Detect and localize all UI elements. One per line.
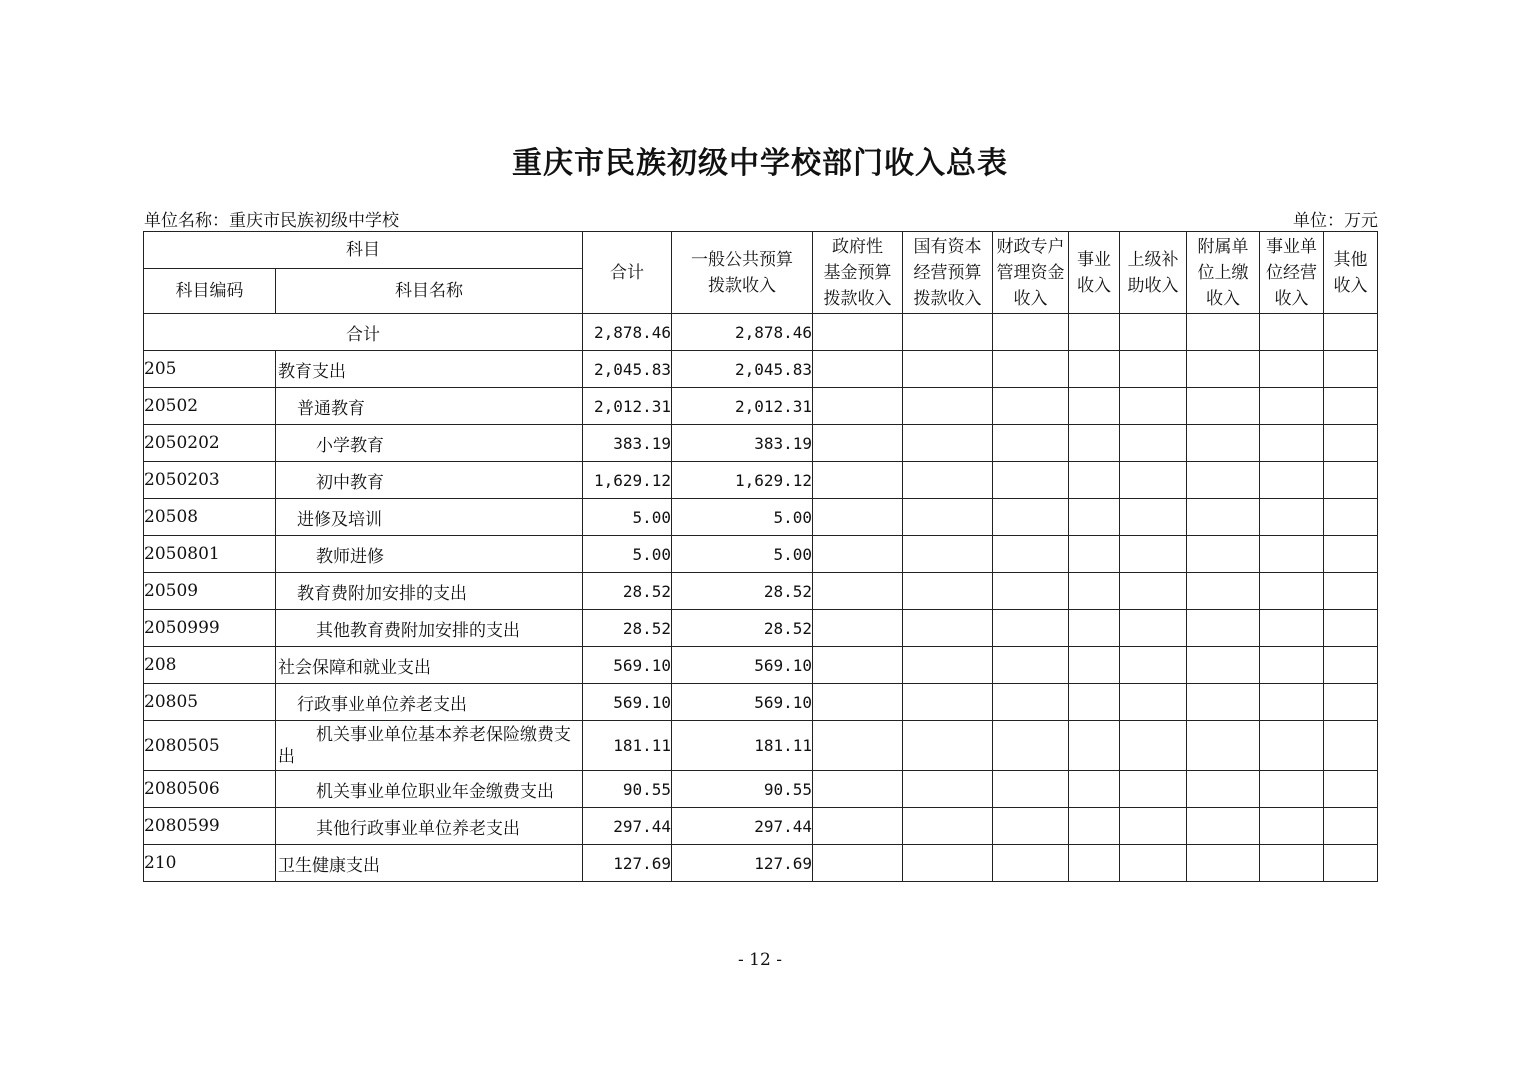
total-cell: 383.19 [583, 425, 672, 462]
header-other-income: 其他 收入 [1324, 232, 1378, 314]
empty-cell [1324, 499, 1378, 536]
header-subject-code: 科目编码 [144, 269, 276, 314]
empty-cell [1324, 771, 1378, 808]
table-row [144, 536, 1378, 573]
general-budget-cell: 127.69 [672, 845, 813, 882]
header-subject-name: 科目名称 [276, 269, 583, 314]
total-cell: 127.69 [583, 845, 672, 882]
empty-cell [993, 462, 1069, 499]
empty-cell [903, 536, 993, 573]
empty-cell [1069, 462, 1120, 499]
table-row [144, 610, 1378, 647]
empty-cell [813, 845, 903, 882]
empty-cell [1120, 499, 1187, 536]
empty-cell [1120, 610, 1187, 647]
subject-code-cell: 2080599 [144, 808, 276, 845]
table-row [144, 425, 1378, 462]
empty-cell [1324, 845, 1378, 882]
subject-code-cell: 2050202 [144, 425, 276, 462]
empty-cell [813, 573, 903, 610]
table-row [144, 647, 1378, 684]
subject-name-cell: 社会保障和就业支出 [276, 647, 583, 684]
empty-cell [1324, 536, 1378, 573]
empty-cell [1069, 771, 1120, 808]
empty-cell [903, 721, 993, 771]
subject-code-cell: 2080505 [144, 721, 276, 771]
subject-code-cell: 208 [144, 647, 276, 684]
empty-cell [1120, 647, 1187, 684]
empty-cell [813, 314, 903, 351]
empty-cell [993, 610, 1069, 647]
empty-cell [1069, 647, 1120, 684]
general-budget-cell: 181.11 [672, 721, 813, 771]
table-row [144, 388, 1378, 425]
empty-cell [1187, 314, 1260, 351]
empty-cell [1260, 388, 1324, 425]
page-number: - 12 - [738, 950, 782, 970]
header-superior-subsidy: 上级补 助收入 [1120, 232, 1187, 314]
total-cell: 90.55 [583, 771, 672, 808]
empty-cell [1120, 845, 1187, 882]
empty-cell [1187, 721, 1260, 771]
empty-cell [1260, 808, 1324, 845]
empty-cell [1260, 314, 1324, 351]
general-budget-cell: 28.52 [672, 610, 813, 647]
subject-name-cell: 行政事业单位养老支出 [276, 684, 583, 721]
general-budget-cell: 297.44 [672, 808, 813, 845]
empty-cell [1187, 425, 1260, 462]
empty-cell [1187, 771, 1260, 808]
empty-cell [1120, 771, 1187, 808]
empty-cell [903, 808, 993, 845]
unit-label: 单位：万元 [1293, 211, 1378, 231]
empty-cell [903, 425, 993, 462]
subject-name-cell: 普通教育 [276, 388, 583, 425]
header-gov-fund: 政府性 基金预算 拨款收入 [813, 232, 903, 314]
header-business-income: 事业 收入 [1069, 232, 1120, 314]
subject-name-cell: 教育费附加安排的支出 [276, 573, 583, 610]
subject-code-cell: 2050801 [144, 536, 276, 573]
general-budget-cell: 90.55 [672, 771, 813, 808]
total-row-total: 2,878.46 [583, 314, 672, 351]
total-cell: 5.00 [583, 499, 672, 536]
empty-cell [1260, 573, 1324, 610]
empty-cell [1069, 351, 1120, 388]
general-budget-cell: 569.10 [672, 647, 813, 684]
general-budget-cell: 28.52 [672, 573, 813, 610]
empty-cell [1187, 684, 1260, 721]
empty-cell [1069, 314, 1120, 351]
empty-cell [993, 771, 1069, 808]
empty-cell [1069, 499, 1120, 536]
table-row [144, 845, 1378, 882]
header-subject: 科目 [144, 232, 583, 269]
empty-cell [1120, 425, 1187, 462]
empty-cell [993, 808, 1069, 845]
subject-name-cell: 机关事业单位职业年金缴费支出 [276, 771, 583, 808]
empty-cell [993, 684, 1069, 721]
empty-cell [1324, 721, 1378, 771]
table-row [144, 573, 1378, 610]
header-affiliated-income: 附属单 位上缴 收入 [1187, 232, 1260, 314]
empty-cell [1260, 845, 1324, 882]
empty-cell [1120, 536, 1187, 573]
empty-cell [1069, 684, 1120, 721]
general-budget-cell: 383.19 [672, 425, 813, 462]
header-total: 合计 [583, 232, 672, 314]
empty-cell [1187, 388, 1260, 425]
empty-cell [1324, 314, 1378, 351]
empty-cell [993, 573, 1069, 610]
subject-code-cell: 20502 [144, 388, 276, 425]
total-cell: 1,629.12 [583, 462, 672, 499]
empty-cell [1069, 721, 1120, 771]
general-budget-cell: 5.00 [672, 536, 813, 573]
empty-cell [1120, 684, 1187, 721]
subject-code-cell: 20805 [144, 684, 276, 721]
empty-cell [1324, 647, 1378, 684]
empty-cell [1260, 647, 1324, 684]
empty-cell [1324, 573, 1378, 610]
table-row [144, 462, 1378, 499]
subject-name-cell: 卫生健康支出 [276, 845, 583, 882]
empty-cell [1187, 647, 1260, 684]
header-state-capital: 国有资本 经营预算 拨款收入 [903, 232, 993, 314]
total-cell: 569.10 [583, 684, 672, 721]
total-cell: 297.44 [583, 808, 672, 845]
subject-code-cell: 2050999 [144, 610, 276, 647]
empty-cell [1120, 808, 1187, 845]
general-budget-cell: 5.00 [672, 499, 813, 536]
general-budget-cell: 1,629.12 [672, 462, 813, 499]
table-row [144, 351, 1378, 388]
empty-cell [903, 610, 993, 647]
empty-cell [813, 536, 903, 573]
total-cell: 2,012.31 [583, 388, 672, 425]
header-general-budget: 一般公共预算 拨款收入 [672, 232, 813, 314]
empty-cell [813, 462, 903, 499]
empty-cell [993, 536, 1069, 573]
empty-cell [813, 808, 903, 845]
empty-cell [1187, 499, 1260, 536]
empty-cell [1069, 536, 1120, 573]
empty-cell [1069, 610, 1120, 647]
empty-cell [903, 771, 993, 808]
total-cell: 569.10 [583, 647, 672, 684]
empty-cell [1324, 684, 1378, 721]
subject-code-cell: 205 [144, 351, 276, 388]
empty-cell [1260, 351, 1324, 388]
empty-cell [1120, 351, 1187, 388]
empty-cell [1187, 351, 1260, 388]
empty-cell [813, 425, 903, 462]
total-cell: 2,045.83 [583, 351, 672, 388]
total-cell: 28.52 [583, 573, 672, 610]
empty-cell [1187, 808, 1260, 845]
empty-cell [1260, 536, 1324, 573]
empty-cell [1324, 388, 1378, 425]
empty-cell [1120, 388, 1187, 425]
total-cell: 28.52 [583, 610, 672, 647]
empty-cell [1069, 425, 1120, 462]
empty-cell [1069, 573, 1120, 610]
empty-cell [993, 388, 1069, 425]
empty-cell [903, 684, 993, 721]
empty-cell [993, 721, 1069, 771]
empty-cell [903, 499, 993, 536]
empty-cell [993, 499, 1069, 536]
total-row-label: 合计 [144, 314, 583, 351]
table-row [144, 771, 1378, 808]
empty-cell [903, 845, 993, 882]
income-summary-table [143, 231, 1378, 882]
table-row [144, 684, 1378, 721]
empty-cell [993, 845, 1069, 882]
subject-code-cell: 20509 [144, 573, 276, 610]
general-budget-cell: 2,012.31 [672, 388, 813, 425]
empty-cell [1324, 610, 1378, 647]
empty-cell [813, 388, 903, 425]
general-budget-cell: 2,045.83 [672, 351, 813, 388]
table-row [144, 721, 1378, 771]
empty-cell [993, 425, 1069, 462]
empty-cell [1187, 536, 1260, 573]
empty-cell [993, 351, 1069, 388]
empty-cell [993, 647, 1069, 684]
empty-cell [1120, 314, 1187, 351]
subject-name-cell: 小学教育 [276, 425, 583, 462]
empty-cell [813, 610, 903, 647]
empty-cell [813, 499, 903, 536]
empty-cell [1187, 845, 1260, 882]
empty-cell [1069, 808, 1120, 845]
meta-row [144, 206, 1378, 230]
empty-cell [1187, 573, 1260, 610]
empty-cell [813, 684, 903, 721]
empty-cell [903, 314, 993, 351]
subject-code-cell: 2080506 [144, 771, 276, 808]
empty-cell [903, 388, 993, 425]
table-row [144, 499, 1378, 536]
subject-name-cell: 进修及培训 [276, 499, 583, 536]
empty-cell [1260, 462, 1324, 499]
subject-name-cell: 教育支出 [276, 351, 583, 388]
empty-cell [1069, 845, 1120, 882]
empty-cell [1260, 610, 1324, 647]
empty-cell [1260, 721, 1324, 771]
empty-cell [1260, 771, 1324, 808]
empty-cell [1324, 808, 1378, 845]
empty-cell [903, 647, 993, 684]
empty-cell [1260, 684, 1324, 721]
subject-name-cell: 其他行政事业单位养老支出 [276, 808, 583, 845]
document-title: 重庆市民族初级中学校部门收入总表 [512, 146, 1008, 181]
subject-name-cell: 初中教育 [276, 462, 583, 499]
empty-cell [1187, 462, 1260, 499]
empty-cell [993, 314, 1069, 351]
empty-cell [813, 351, 903, 388]
empty-cell [1187, 610, 1260, 647]
empty-cell [813, 721, 903, 771]
empty-cell [1120, 462, 1187, 499]
subject-code-cell: 20508 [144, 499, 276, 536]
empty-cell [813, 771, 903, 808]
total-cell: 5.00 [583, 536, 672, 573]
total-row-general-budget: 2,878.46 [672, 314, 813, 351]
empty-cell [1069, 388, 1120, 425]
empty-cell [1324, 351, 1378, 388]
header-fiscal-special: 财政专户 管理资金 收入 [993, 232, 1069, 314]
empty-cell [813, 647, 903, 684]
subject-name-cell: 机关事业单位基本养老保险缴费支出 [276, 721, 583, 771]
header-business-operating: 事业单 位经营 收入 [1260, 232, 1324, 314]
subject-code-cell: 2050203 [144, 462, 276, 499]
unit-name-label: 单位名称：重庆市民族初级中学校 [144, 211, 399, 231]
subject-name-cell: 教师进修 [276, 536, 583, 573]
subject-name-cell: 其他教育费附加安排的支出 [276, 610, 583, 647]
empty-cell [1324, 425, 1378, 462]
table-row [144, 808, 1378, 845]
general-budget-cell: 569.10 [672, 684, 813, 721]
empty-cell [1120, 721, 1187, 771]
empty-cell [903, 573, 993, 610]
total-cell: 181.11 [583, 721, 672, 771]
empty-cell [1260, 499, 1324, 536]
empty-cell [903, 462, 993, 499]
empty-cell [1260, 425, 1324, 462]
empty-cell [1324, 462, 1378, 499]
empty-cell [1120, 573, 1187, 610]
total-row [144, 314, 1378, 351]
subject-code-cell: 210 [144, 845, 276, 882]
empty-cell [903, 351, 993, 388]
